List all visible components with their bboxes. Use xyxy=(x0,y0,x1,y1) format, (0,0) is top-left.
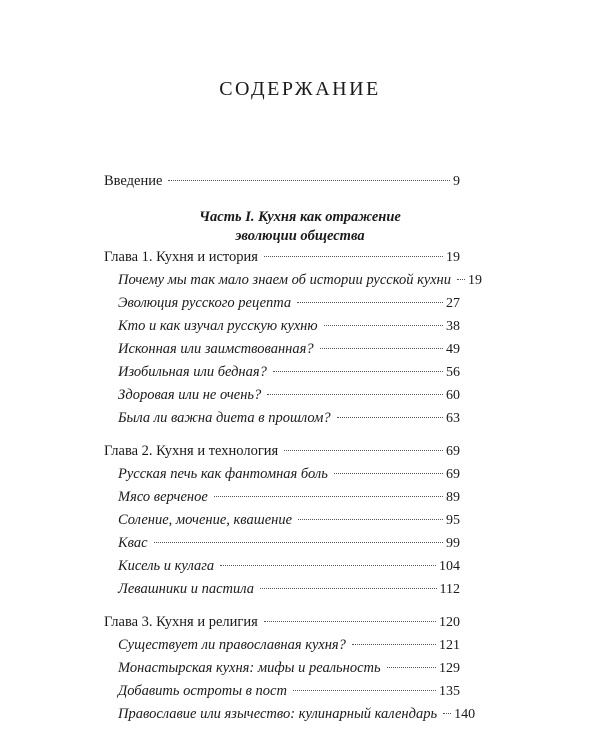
toc-chapter-title: Глава 2. Кухня и технология xyxy=(104,443,281,460)
toc-section-page: 140 xyxy=(454,707,476,722)
toc-chapter[interactable] xyxy=(104,443,460,465)
dot-leader xyxy=(284,450,443,451)
toc-section[interactable] xyxy=(118,410,460,432)
toc-section[interactable] xyxy=(118,489,460,511)
dot-leader xyxy=(264,621,436,622)
part-heading-line-2: эволюции общества xyxy=(235,228,365,244)
toc-chapter-page: 69 xyxy=(446,444,460,459)
dot-leader xyxy=(387,667,436,668)
toc-section-page: 104 xyxy=(439,559,460,574)
toc-section-title: Почему мы так мало знаем об истории русской кухни xyxy=(118,272,454,289)
dot-leader xyxy=(214,496,443,497)
toc-section[interactable] xyxy=(118,387,460,409)
toc-section-page: 38 xyxy=(446,319,460,334)
part-heading xyxy=(0,208,600,246)
dot-leader xyxy=(324,325,443,326)
toc-section[interactable] xyxy=(118,364,460,386)
toc-section-title: Квас xyxy=(118,535,151,552)
toc-section-title: Монастырская кухня: мифы и реальность xyxy=(118,660,384,677)
toc-section-page: 112 xyxy=(439,582,460,597)
toc-chapter[interactable] xyxy=(104,614,460,636)
toc-section[interactable] xyxy=(118,683,460,705)
toc-section-title: Эволюция русского рецепта xyxy=(118,295,294,312)
toc-section[interactable] xyxy=(118,535,460,557)
toc-chapter-page: 120 xyxy=(439,615,460,630)
toc-section[interactable] xyxy=(118,706,476,728)
toc-chapter[interactable] xyxy=(104,249,460,271)
toc-section-page: 27 xyxy=(446,296,460,311)
dot-leader xyxy=(457,279,465,280)
toc-section[interactable] xyxy=(118,341,460,363)
dot-leader xyxy=(264,256,443,257)
toc-section-page: 95 xyxy=(446,513,460,528)
dot-leader xyxy=(293,690,436,691)
toc-section[interactable] xyxy=(118,318,460,340)
toc-section-title: Кто и как изучал русскую кухню xyxy=(118,318,321,335)
toc-section-title: Была ли важна диета в прошлом? xyxy=(118,410,334,427)
part-heading-line-1: Часть I. Кухня как отражение xyxy=(199,209,401,225)
toc-entry-title: Введение xyxy=(104,173,165,190)
toc-entry-page: 9 xyxy=(453,174,460,189)
toc-section-page: 49 xyxy=(446,342,460,357)
toc-section[interactable] xyxy=(118,512,460,534)
toc-section[interactable] xyxy=(118,581,460,603)
dot-leader xyxy=(273,371,443,372)
toc-section[interactable] xyxy=(118,295,460,317)
toc-section[interactable] xyxy=(118,558,460,580)
toc-section-title: Кисель и кулага xyxy=(118,558,217,575)
dot-leader xyxy=(337,417,443,418)
dot-leader xyxy=(220,565,436,566)
toc-section-title: Левашники и пастила xyxy=(118,581,257,598)
dot-leader xyxy=(443,713,451,714)
toc-section-page: 129 xyxy=(439,661,460,676)
toc-section-page: 121 xyxy=(439,638,460,653)
dot-leader xyxy=(334,473,443,474)
toc-section[interactable] xyxy=(118,660,460,682)
toc-section-title: Существует ли православная кухня? xyxy=(118,637,349,654)
toc-section-page: 89 xyxy=(446,490,460,505)
toc-section-page: 99 xyxy=(446,536,460,551)
toc-section-title: Здоровая или не очень? xyxy=(118,387,264,404)
dot-leader xyxy=(352,644,436,645)
dot-leader xyxy=(260,588,436,589)
toc-section-title: Русская печь как фантомная боль xyxy=(118,466,331,483)
toc-section-page: 19 xyxy=(467,273,482,288)
toc-section-page: 63 xyxy=(446,411,460,426)
dot-leader xyxy=(320,348,443,349)
toc-entry-intro[interactable] xyxy=(104,173,460,195)
toc-chapter-title: Глава 1. Кухня и история xyxy=(104,249,261,266)
toc-section[interactable] xyxy=(118,272,482,294)
toc-section-page: 69 xyxy=(446,467,460,482)
toc-chapter-title: Глава 3. Кухня и религия xyxy=(104,614,261,631)
dot-leader xyxy=(298,519,443,520)
toc-section-title: Мясо верченое xyxy=(118,489,211,506)
toc-section-title: Добавить остроты в пост xyxy=(118,683,290,700)
dot-leader xyxy=(154,542,443,543)
dot-leader xyxy=(297,302,443,303)
toc-section-page: 60 xyxy=(446,388,460,403)
toc-section[interactable] xyxy=(118,466,460,488)
toc-section-title: Исконная или заимствованная? xyxy=(118,341,317,358)
dot-leader xyxy=(267,394,443,395)
page-title: СОДЕРЖАНИЕ xyxy=(219,78,381,100)
toc-section-title: Соление, мочение, квашение xyxy=(118,512,295,529)
toc-section-title: Православие или язычество: кулинарный календарь xyxy=(118,706,440,723)
toc-chapter-page: 19 xyxy=(446,250,460,265)
toc-section-page: 135 xyxy=(439,684,460,699)
toc-section-title: Изобильная или бедная? xyxy=(118,364,270,381)
toc-section-page: 56 xyxy=(446,365,460,380)
dot-leader xyxy=(168,180,450,181)
toc-section[interactable] xyxy=(118,637,460,659)
